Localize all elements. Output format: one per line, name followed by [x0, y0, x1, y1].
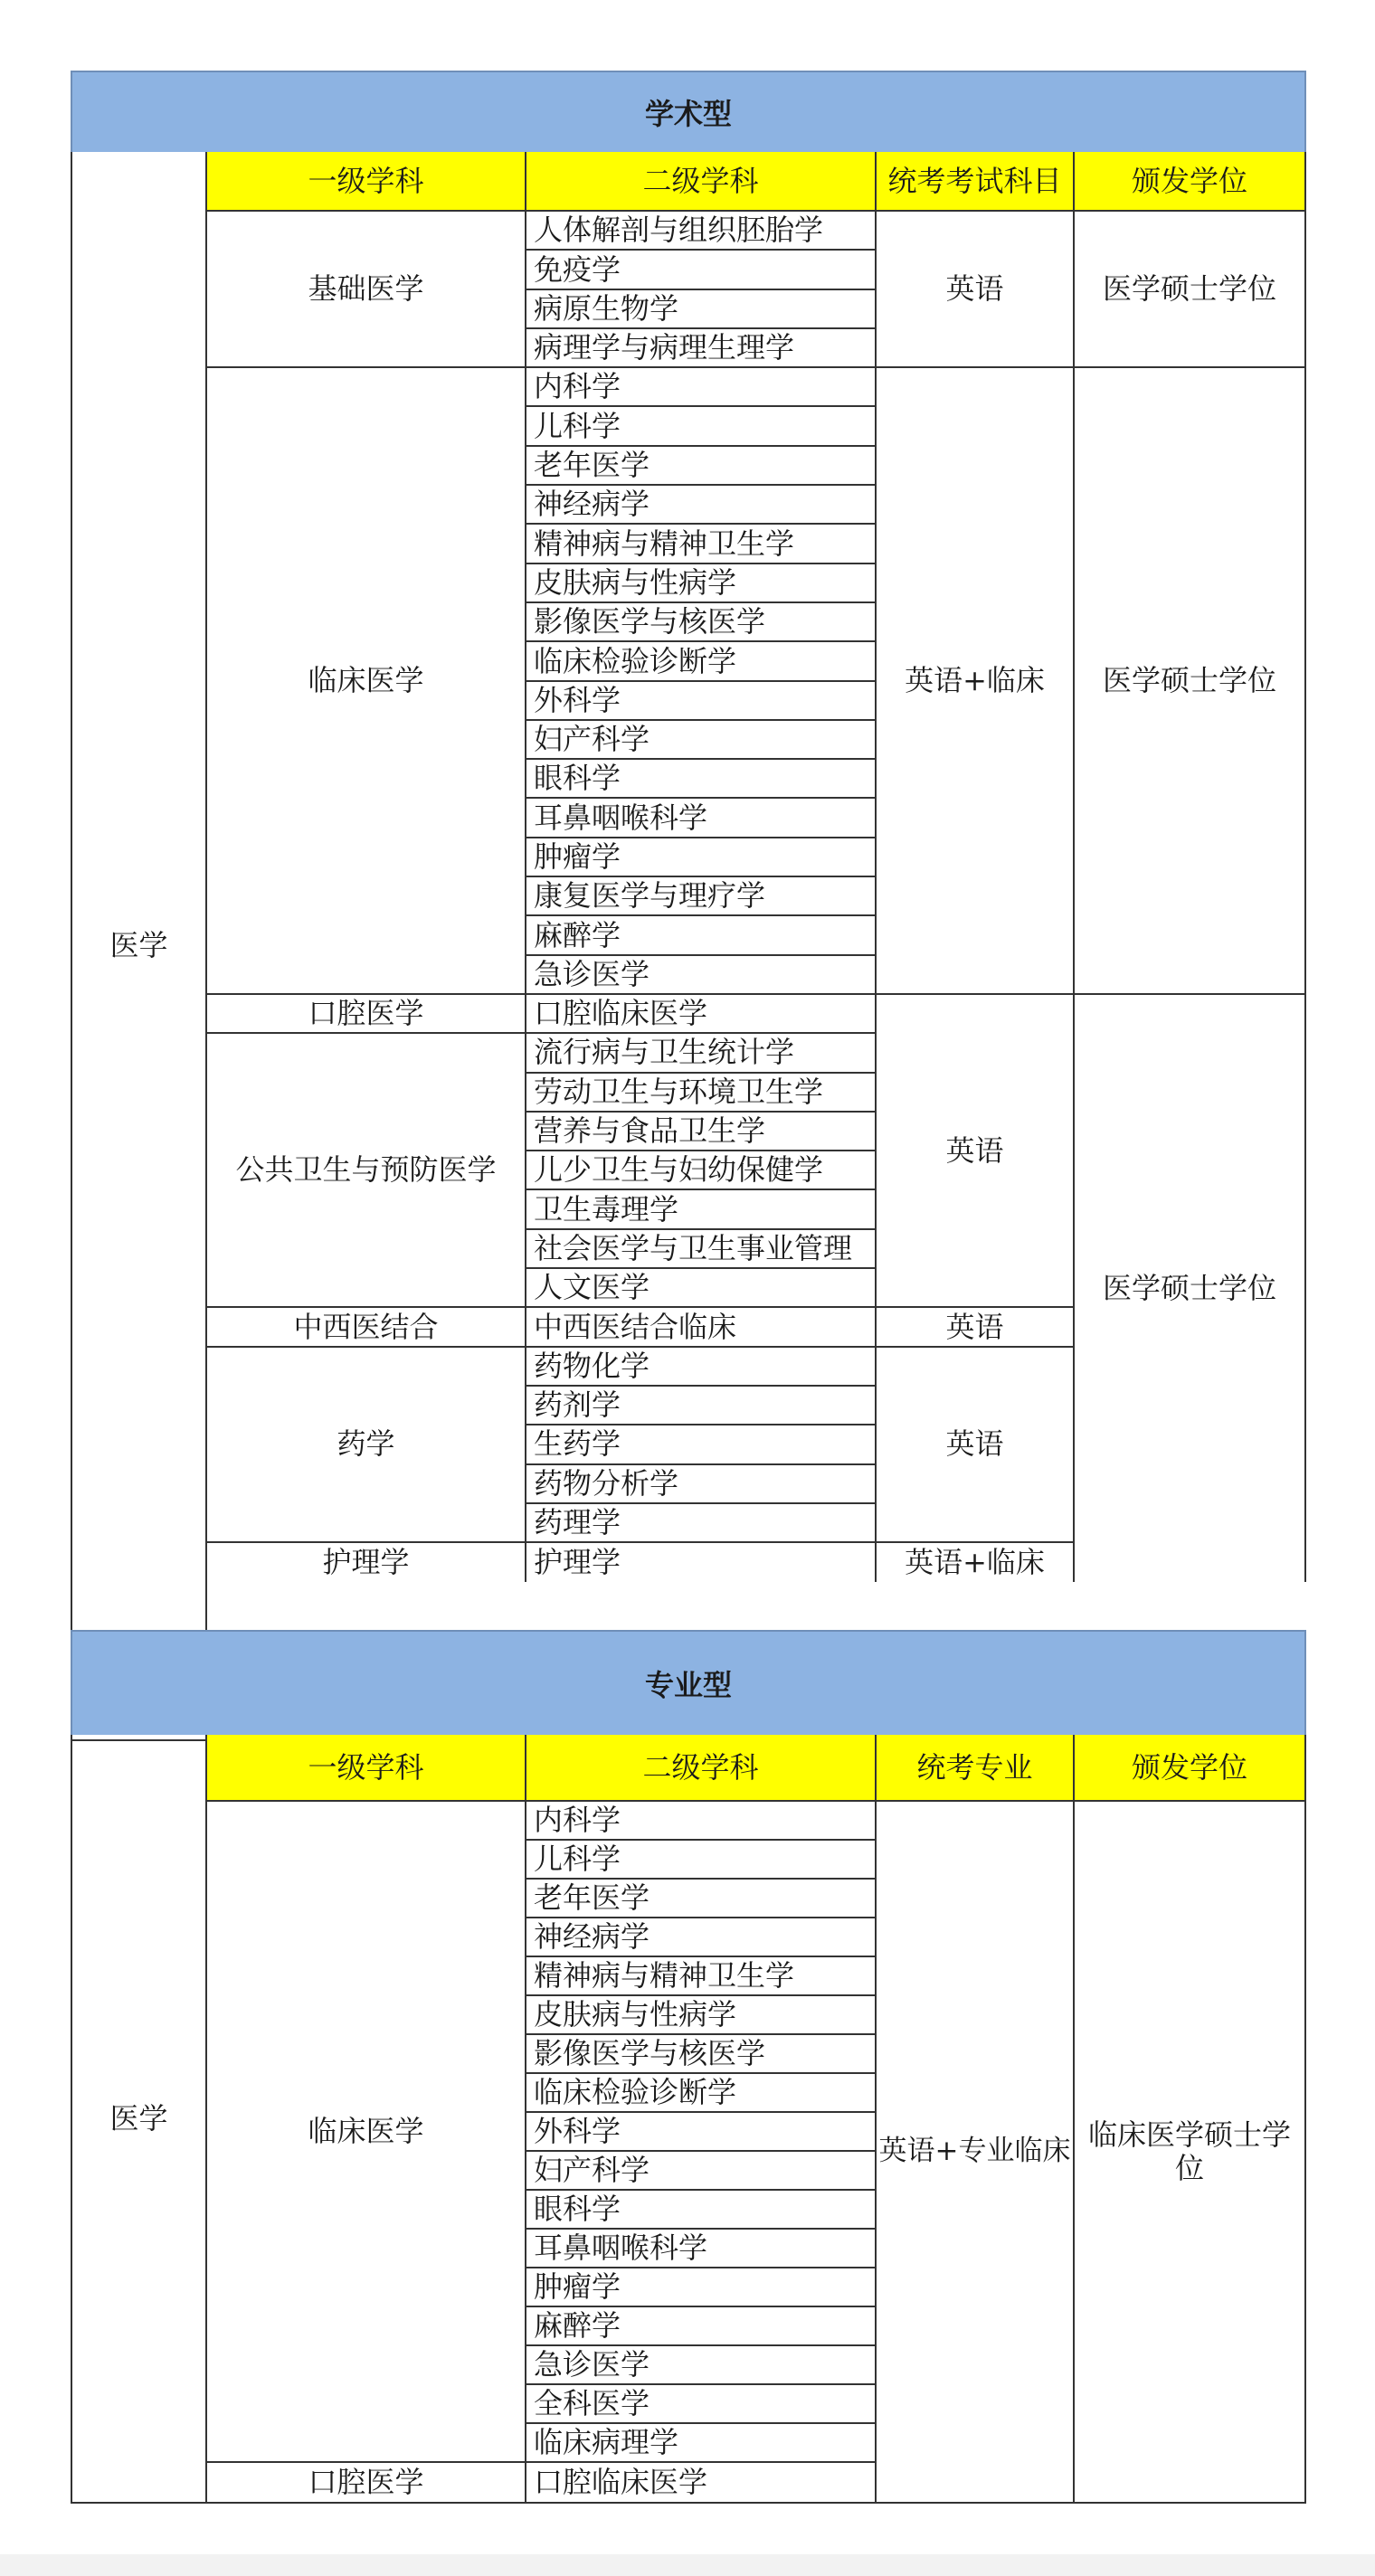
professional-header-level1: 一级学科 — [207, 1735, 526, 1802]
academic-degree-rest: 医学硕士学位 — [1075, 995, 1306, 1582]
professional-sub: 耳鼻咽喉科学 — [526, 2230, 877, 2268]
academic-exam-clinical: 英语+临床 — [877, 368, 1075, 995]
academic-sub: 妇产科学 — [526, 721, 877, 760]
professional-sub: 肿瘤学 — [526, 2268, 877, 2307]
academic-sub: 流行病与卫生统计学 — [526, 1034, 877, 1073]
professional-table — [71, 1630, 1306, 2504]
professional-sub: 皮肤病与性病学 — [526, 1996, 877, 2035]
academic-sub: 病原生物学 — [526, 290, 877, 329]
academic-sub: 影像医学与核医学 — [526, 603, 877, 642]
academic-sub: 眼科学 — [526, 760, 877, 799]
academic-sub: 护理学 — [526, 1543, 877, 1582]
professional-exam: 英语+专业临床 — [877, 1802, 1075, 2502]
academic-sub: 内科学 — [526, 368, 877, 407]
academic-sub: 药物化学 — [526, 1348, 877, 1387]
academic-sub: 药剂学 — [526, 1387, 877, 1425]
academic-sub: 口腔临床医学 — [526, 995, 877, 1034]
professional-sub: 老年医学 — [526, 1880, 877, 1918]
academic-sub: 药物分析学 — [526, 1465, 877, 1504]
professional-sub: 急诊医学 — [526, 2346, 877, 2385]
professional-grid — [71, 1735, 1306, 2504]
professional-header-degree: 颁发学位 — [1075, 1735, 1306, 1802]
academic-sub: 皮肤病与性病学 — [526, 564, 877, 603]
academic-sub: 临床检验诊断学 — [526, 642, 877, 681]
academic-header-level1: 一级学科 — [207, 152, 526, 212]
academic-sub: 外科学 — [526, 682, 877, 721]
academic-sub: 营养与食品卫生学 — [526, 1113, 877, 1151]
professional-sub: 内科学 — [526, 1802, 877, 1841]
academic-exam-basic: 英语 — [877, 212, 1075, 368]
academic-sub: 肿瘤学 — [526, 838, 877, 877]
academic-group-pharmacy: 药学 — [207, 1348, 526, 1543]
professional-discipline: 医学 — [71, 1735, 207, 2502]
academic-group-nursing: 护理学 — [207, 1543, 526, 1582]
professional-sub: 全科医学 — [526, 2385, 877, 2424]
academic-group-public-health: 公共卫生与预防医学 — [207, 1034, 526, 1308]
academic-discipline: 医学 — [71, 152, 207, 1739]
academic-sub: 中西医结合临床 — [526, 1308, 877, 1347]
academic-exam-nursing: 英语+临床 — [877, 1543, 1075, 1582]
academic-sub: 人体解剖与组织胚胎学 — [526, 212, 877, 251]
academic-sub: 劳动卫生与环境卫生学 — [526, 1074, 877, 1113]
academic-sub: 社会医学与卫生事业管理 — [526, 1230, 877, 1269]
academic-sub: 耳鼻咽喉科学 — [526, 799, 877, 838]
professional-header-exam: 统考专业 — [877, 1735, 1075, 1802]
academic-exam-oral-public: 英语 — [877, 995, 1075, 1308]
academic-sub: 急诊医学 — [526, 956, 877, 995]
academic-sub: 药理学 — [526, 1504, 877, 1543]
academic-table — [71, 71, 1306, 1741]
academic-sub: 病理学与病理生理学 — [526, 329, 877, 368]
academic-group-basic: 基础医学 — [207, 212, 526, 368]
professional-sub: 外科学 — [526, 2113, 877, 2152]
professional-sub: 影像医学与核医学 — [526, 2035, 877, 2074]
academic-exam-pharmacy: 英语 — [877, 1348, 1075, 1543]
academic-sub: 卫生毒理学 — [526, 1190, 877, 1229]
professional-sub: 儿科学 — [526, 1841, 877, 1880]
bottom-strip — [0, 2554, 1375, 2576]
professional-header-level2: 二级学科 — [526, 1735, 877, 1802]
professional-sub: 精神病与精神卫生学 — [526, 1957, 877, 1996]
professional-group-oral: 口腔医学 — [207, 2463, 526, 2502]
academic-group-clinical: 临床医学 — [207, 368, 526, 995]
academic-sub: 老年医学 — [526, 447, 877, 486]
professional-sub: 临床检验诊断学 — [526, 2074, 877, 2113]
academic-grid — [71, 152, 1306, 1741]
academic-group-oral: 口腔医学 — [207, 995, 526, 1034]
academic-group-integrated: 中西医结合 — [207, 1308, 526, 1347]
academic-sub: 生药学 — [526, 1425, 877, 1464]
professional-sub: 神经病学 — [526, 1918, 877, 1957]
academic-degree-basic: 医学硕士学位 — [1075, 212, 1306, 368]
professional-group-clinical: 临床医学 — [207, 1802, 526, 2463]
professional-title: 专业型 — [71, 1630, 1306, 1735]
academic-sub: 儿科学 — [526, 407, 877, 446]
academic-sub: 康复医学与理疗学 — [526, 877, 877, 916]
professional-degree: 临床医学硕士学位 — [1075, 1802, 1306, 2502]
professional-sub: 麻醉学 — [526, 2307, 877, 2346]
academic-sub: 免疫学 — [526, 251, 877, 289]
academic-title: 学术型 — [71, 71, 1306, 152]
academic-sub: 人文医学 — [526, 1269, 877, 1308]
academic-degree-clinical: 医学硕士学位 — [1075, 368, 1306, 995]
academic-sub: 神经病学 — [526, 486, 877, 525]
academic-sub: 麻醉学 — [526, 916, 877, 955]
academic-header-degree: 颁发学位 — [1075, 152, 1306, 212]
professional-sub: 眼科学 — [526, 2191, 877, 2230]
academic-exam-integrated: 英语 — [877, 1308, 1075, 1347]
professional-sub: 妇产科学 — [526, 2152, 877, 2191]
academic-sub: 精神病与精神卫生学 — [526, 525, 877, 564]
academic-sub: 儿少卫生与妇幼保健学 — [526, 1151, 877, 1190]
professional-sub: 口腔临床医学 — [526, 2463, 877, 2502]
professional-sub: 临床病理学 — [526, 2424, 877, 2463]
academic-header-exam: 统考考试科目 — [877, 152, 1075, 212]
academic-header-level2: 二级学科 — [526, 152, 877, 212]
